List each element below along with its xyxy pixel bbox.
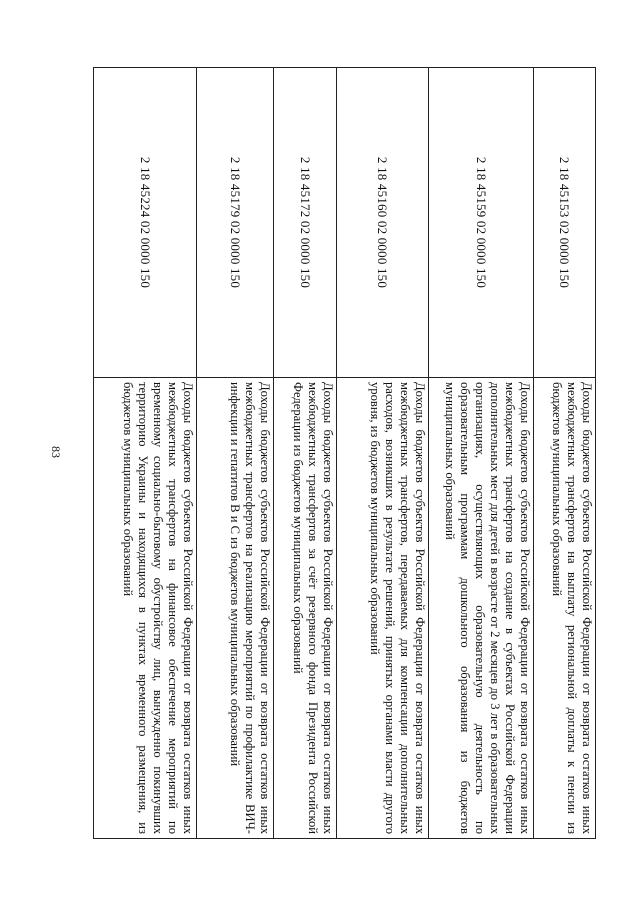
budget-code-cell: 2 18 45172 02 0000 150 xyxy=(274,68,336,378)
description-cell: Доходы бюджетов субъектов Российской Федерации от возврата остатков иных межбюджетных трансфертов на выплату региональной доплаты к пенсии из бюджетов муниципальных образований xyxy=(550,382,594,834)
table-row xyxy=(336,67,428,839)
table-row xyxy=(93,67,196,839)
budget-code-cell: 2 18 45153 02 0000 150 xyxy=(534,68,595,378)
budget-code-cell: 2 18 45160 02 0000 150 xyxy=(337,68,428,378)
table-viewport xyxy=(93,67,596,839)
table-row xyxy=(273,67,336,839)
description-cell: Доходы бюджетов субъектов Российской Федерации от возврата остатков иных межбюджетных трансфертов на реализацию мероприятий по профилактике ВИЧ-инфекции и гепатитов В и С из бюджетов муниципальных образований xyxy=(228,382,272,834)
description-cell: Доходы бюджетов субъектов Российской Федерации от возврата остатков иных межбюджетных трансфертов, передаваемых для компенсации дополнительных расходов, возникших в результате решений, принятых органами власти другого уровня, из бюджетов муниципальных образований xyxy=(368,382,427,834)
revenue-codes-table xyxy=(93,67,596,839)
description-cell: Доходы бюджетов субъектов Российской Федерации от возврата остатков иных межбюджетных трансфертов на финансовое обеспечение мероприятий по временному социально-бытовому обустройству лиц, вынужденно покинувших территорию Украины и находящихся в пунктах временного размещения, из бюджетов муниципальных образований xyxy=(121,382,195,834)
budget-code-cell: 2 18 45179 02 0000 150 xyxy=(197,68,273,378)
table-row xyxy=(196,67,273,839)
table-row xyxy=(428,67,533,839)
description-cell: Доходы бюджетов субъектов Российской Федерации от возврата остатков иных межбюджетных трансфертов за счёт резервного фонда Президента Российской Федерации из бюджетов муниципальных образований xyxy=(291,382,335,834)
table-row xyxy=(533,67,596,839)
budget-code-cell: 2 18 45159 02 0000 150 xyxy=(429,68,533,378)
budget-code-cell: 2 18 45224 02 0000 150 xyxy=(94,68,196,378)
page-number: 83 xyxy=(49,446,63,458)
description-cell: Доходы бюджетов субъектов Российской Федерации от возврата остатков иных межбюджетных трансфертов на создание в субъектах Российской Федерации дополнительных мест для детей в возрасте от 2 месяцев до 3 лет в образовательных организациях, осуществляющих образовательную деятельность по образовательным программам дошкольного образования из бюджетов муниципальных образований xyxy=(443,382,532,834)
